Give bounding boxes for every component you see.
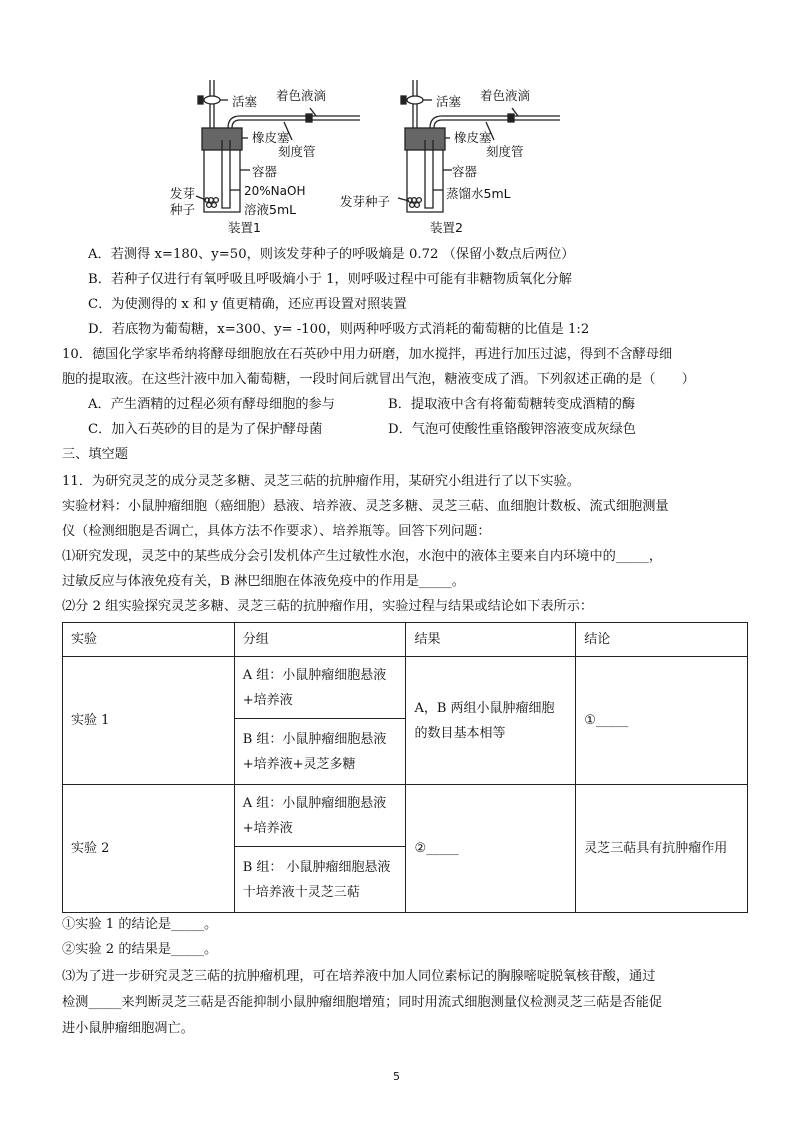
q10-option-a: A．产生酒精的过程必须有酵母细胞的参与 — [88, 397, 335, 412]
q9-option-c: C．为使测得的 x 和 y 值更精确，还应再设置对照装置 — [88, 297, 407, 312]
device2-name: 装置2 — [430, 220, 463, 235]
q10-stem-line2: 胞的提取液。在这些汁液中加入葡萄糖，一段时间后就冒出气泡，糖液变成了酒。下列叙述正确的是（ ） — [62, 372, 695, 387]
q11-part1-line1: ⑴研究发现，灵芝中的某些成分会引发机体产生过敏性水泡，水泡中的液体主要来自内环境中的_____， — [62, 549, 663, 564]
q11-materials-line1: 实验材料：小鼠肿瘤细胞（癌细胞）悬液、培养液、灵芝多糖、灵芝三萜、血细胞计数板、流式细胞测量 — [62, 499, 669, 514]
table-row — [63, 657, 748, 719]
page-number: 5 — [393, 1070, 400, 1083]
device2-container-label: 容器 — [452, 164, 478, 179]
device2-stopper-label: 橡皮塞 — [454, 130, 492, 145]
device1-name: 装置1 — [228, 220, 261, 235]
q11-part3-line3: 进小鼠肿瘤细胞凋亡。 — [62, 1021, 194, 1036]
table-row — [63, 785, 748, 847]
section-heading: 三、填空题 — [62, 447, 128, 462]
exp1-result: A，B 两组小鼠肿瘤细胞的数目基本相等 — [406, 657, 576, 785]
q11-part3-line1: ⑶为了进一步研究灵芝三萜的抗肿瘤机理，可在培养液中加人同位素标记的胸腺嘧啶脱氧核苷酸，通过 — [62, 969, 656, 984]
device1-solution-label-b: 溶液5mL — [244, 202, 297, 217]
table-header-row — [63, 623, 748, 657]
device1-stopper-label: 橡皮塞 — [252, 130, 290, 145]
apparatus-diagram — [0, 0, 793, 240]
header-experiment: 实验 — [63, 623, 235, 657]
device1-solution-label-a: 20%NaOH — [244, 184, 306, 198]
device2-valve-label: 活塞 — [436, 94, 462, 109]
exp1-conclusion: ①_____ — [576, 657, 748, 785]
header-conclusion: 结论 — [576, 623, 748, 657]
exp2-name: 实验 2 — [63, 785, 235, 913]
device2-solution-label: 蒸馏水5mL — [446, 186, 511, 201]
device1-droplet-label: 着色液滴 — [276, 88, 327, 103]
q11-blank1: ①实验 1 的结论是_____。 — [62, 917, 218, 932]
experiment-table — [62, 622, 748, 913]
q9-option-b: B．若种子仅进行有氧呼吸且呼吸熵小于 1，则呼吸过程中可能有非糖物质氧化分解 — [88, 272, 572, 287]
exp2-group-b: B 组： 小鼠肿瘤细胞悬液十培养液十灵芝三萜 — [234, 847, 406, 913]
q10-option-d: D．气泡可使酸性重铬酸钾溶液变成灰绿色 — [388, 422, 636, 437]
device1-seed-label-a: 发芽 — [170, 186, 196, 201]
device1-tube-label: 刻度管 — [278, 144, 316, 159]
q9-option-a: A．若测得 x=180、y=50，则该发芽种子的呼吸熵是 0.72 （保留小数点后两位） — [88, 247, 575, 262]
exp1-group-b: B 组：小鼠肿瘤细胞悬液+培养液+灵芝多糖 — [234, 719, 406, 785]
q11-blank2: ②实验 2 的结果是_____。 — [62, 942, 218, 957]
exp1-group-a: A 组：小鼠肿瘤细胞悬液+培养液 — [234, 657, 406, 719]
exp1-name: 实验 1 — [63, 657, 235, 785]
q11-part1-line2: 过敏反应与体液免疫有关，B 淋巴细胞在体液免疫中的作用是_____。 — [62, 574, 465, 589]
exp2-result: ②_____ — [406, 785, 576, 913]
q11-part3-line2: 检测_____来判断灵芝三萜是否能抑制小鼠肿瘤细胞增殖；同时用流式细胞测量仪检测灵芝三萜是否能促 — [62, 995, 663, 1010]
q9-option-d: D．若底物为葡萄糖，x=300、y= -100，则两种呼吸方式消耗的葡萄糖的比值是 1:2 — [88, 322, 590, 337]
exp2-group-a: A 组：小鼠肿瘤细胞悬液+培养液 — [234, 785, 406, 847]
q11-materials-line2: 仪（检测细胞是否调亡，具体方法不作要求）、培养瓶等。回答下列问题： — [62, 524, 491, 539]
exp2-conclusion: 灵芝三萜具有抗肿瘤作用 — [576, 785, 748, 913]
device1-container-label: 容器 — [252, 164, 278, 179]
device1-seed-label-b: 种子 — [170, 202, 196, 217]
q10-option-c: C．加入石英砂的目的是为了保护酵母菌 — [88, 422, 323, 437]
device2-seed-label: 发芽种子 — [340, 194, 391, 209]
q10-option-b: B．提取液中含有将葡萄糖转变成酒精的酶 — [388, 397, 636, 412]
q10-stem-line1: 10．德国化学家毕希纳将酵母细胞放在石英砂中用力研磨，加水搅拌，再进行加压过滤，得到不含酵母细 — [62, 347, 673, 362]
device2-tube-label: 刻度管 — [486, 144, 524, 159]
device2-droplet-label: 着色液滴 — [480, 88, 531, 103]
header-result: 结果 — [406, 623, 576, 657]
q11-stem: 11．为研究灵芝的成分灵芝多糖、灵芝三萜的抗肿瘤作用，某研究小组进行了以下实验。 — [62, 474, 580, 489]
header-group: 分组 — [234, 623, 406, 657]
device1-valve-label: 活塞 — [232, 94, 258, 109]
q11-part2: ⑵分 2 组实验探究灵芝多糖、灵芝三萜的抗肿瘤作用，实验过程与结果或结论如下表所示： — [62, 599, 594, 614]
